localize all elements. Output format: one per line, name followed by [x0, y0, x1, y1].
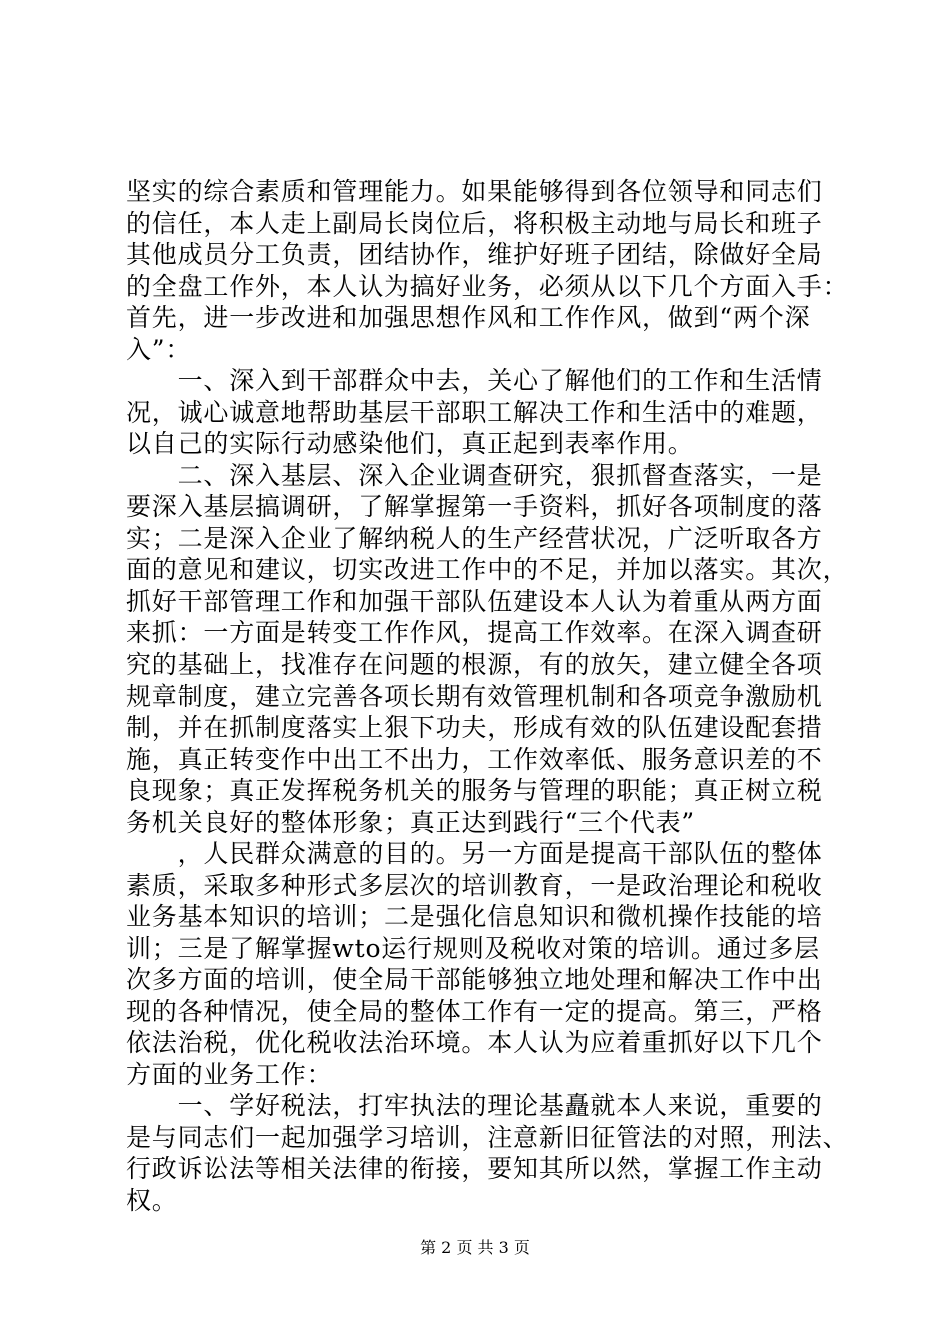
- text-line: 抓好干部管理工作和加强干部队伍建设本人认为着重从两方面: [126, 586, 823, 616]
- text-line: 训；三是了解掌握wto运行规则及税收对策的培训。通过多层: [126, 933, 820, 963]
- text-line: 施，真正转变作中出工不出力，工作效率低、服务意识差的不: [126, 744, 823, 774]
- text-line: 来抓：一方面是转变工作作风，提高工作效率。在深入调查研: [126, 618, 823, 648]
- text-line: 规章制度，建立完善各项长期有效管理机制和各项竞争激励机: [126, 681, 823, 711]
- text-line: 要深入基层搞调研，了解掌握第一手资料，抓好各项制度的落: [126, 492, 823, 522]
- text-line: 以自己的实际行动感染他们，真正起到表率作用。: [126, 429, 694, 459]
- text-line: 业务基本知识的培训；二是强化信息知识和微机操作技能的培: [126, 902, 823, 932]
- text-line: 的信任，本人走上副局长岗位后，将积极主动地与局长和班子: [126, 208, 823, 238]
- text-line: 二、深入基层、深入企业调查研究，狠抓督查落实，一是: [126, 460, 823, 490]
- text-line: 其他成员分工负责，团结协作，维护好班子团结，除做好全局: [126, 240, 823, 270]
- text-line: 况，诚心诚意地帮助基层干部职工解决工作和生活中的难题，: [126, 397, 823, 427]
- text-line: 次多方面的培训，使全局干部能够独立地处理和解决工作中出: [126, 965, 823, 995]
- text-line: 务机关良好的整体形象；真正达到践行“三个代表”: [126, 807, 695, 837]
- text-line: 素质，采取多种形式多层次的培训教育，一是政治理论和税收: [126, 870, 823, 900]
- text-line: 究的基础上，找准存在问题的根源，有的放矢，建立健全各项: [126, 649, 823, 679]
- text-line: 良现象；真正发挥税务机关的服务与管理的职能；真正树立税: [126, 776, 823, 806]
- text-line: 是与同志们一起加强学习培训，注意新旧征管法的对照，刑法、: [126, 1122, 849, 1152]
- text-line: 依法治税，优化税收法治环境。本人认为应着重抓好以下几个: [126, 1028, 823, 1058]
- text-line: 一、学好税法，打牢执法的理论基矗就本人来说，重要的: [126, 1091, 823, 1121]
- text-line: 行政诉讼法等相关法律的衔接，要知其所以然，掌握工作主动: [126, 1154, 823, 1184]
- page-number-footer: 第 2 页 共 3 页: [420, 1238, 530, 1257]
- text-line: 方面的业务工作：: [126, 1059, 333, 1089]
- text-line: ，人民群众满意的目的。另一方面是提高干部队伍的整体: [126, 839, 823, 869]
- text-line: 的全盘工作外，本人认为搞好业务，必须从以下几个方面入手：: [126, 271, 849, 301]
- text-line: 一、深入到干部群众中去，关心了解他们的工作和生活情: [126, 366, 823, 396]
- text-line: 入”：: [126, 334, 192, 364]
- text-line: 实；二是深入企业了解纳税人的生产经营状况，广泛听取各方: [126, 523, 823, 553]
- text-line: 面的意见和建议，切实改进工作中的不足，并加以落实。其次，: [126, 555, 849, 585]
- text-line: 权。: [126, 1186, 178, 1215]
- text-line: 首先，进一步改进和加强思想作风和工作作风，做到“两个深: [126, 303, 811, 333]
- text-line: 坚实的综合素质和管理能力。如果能够得到各位领导和同志们: [126, 177, 823, 206]
- text-line: 制，并在抓制度落实上狠下功夫，形成有效的队伍建设配套措: [126, 713, 823, 743]
- text-line: 现的各种情况，使全局的整体工作有一定的提高。第三，严格: [126, 996, 823, 1026]
